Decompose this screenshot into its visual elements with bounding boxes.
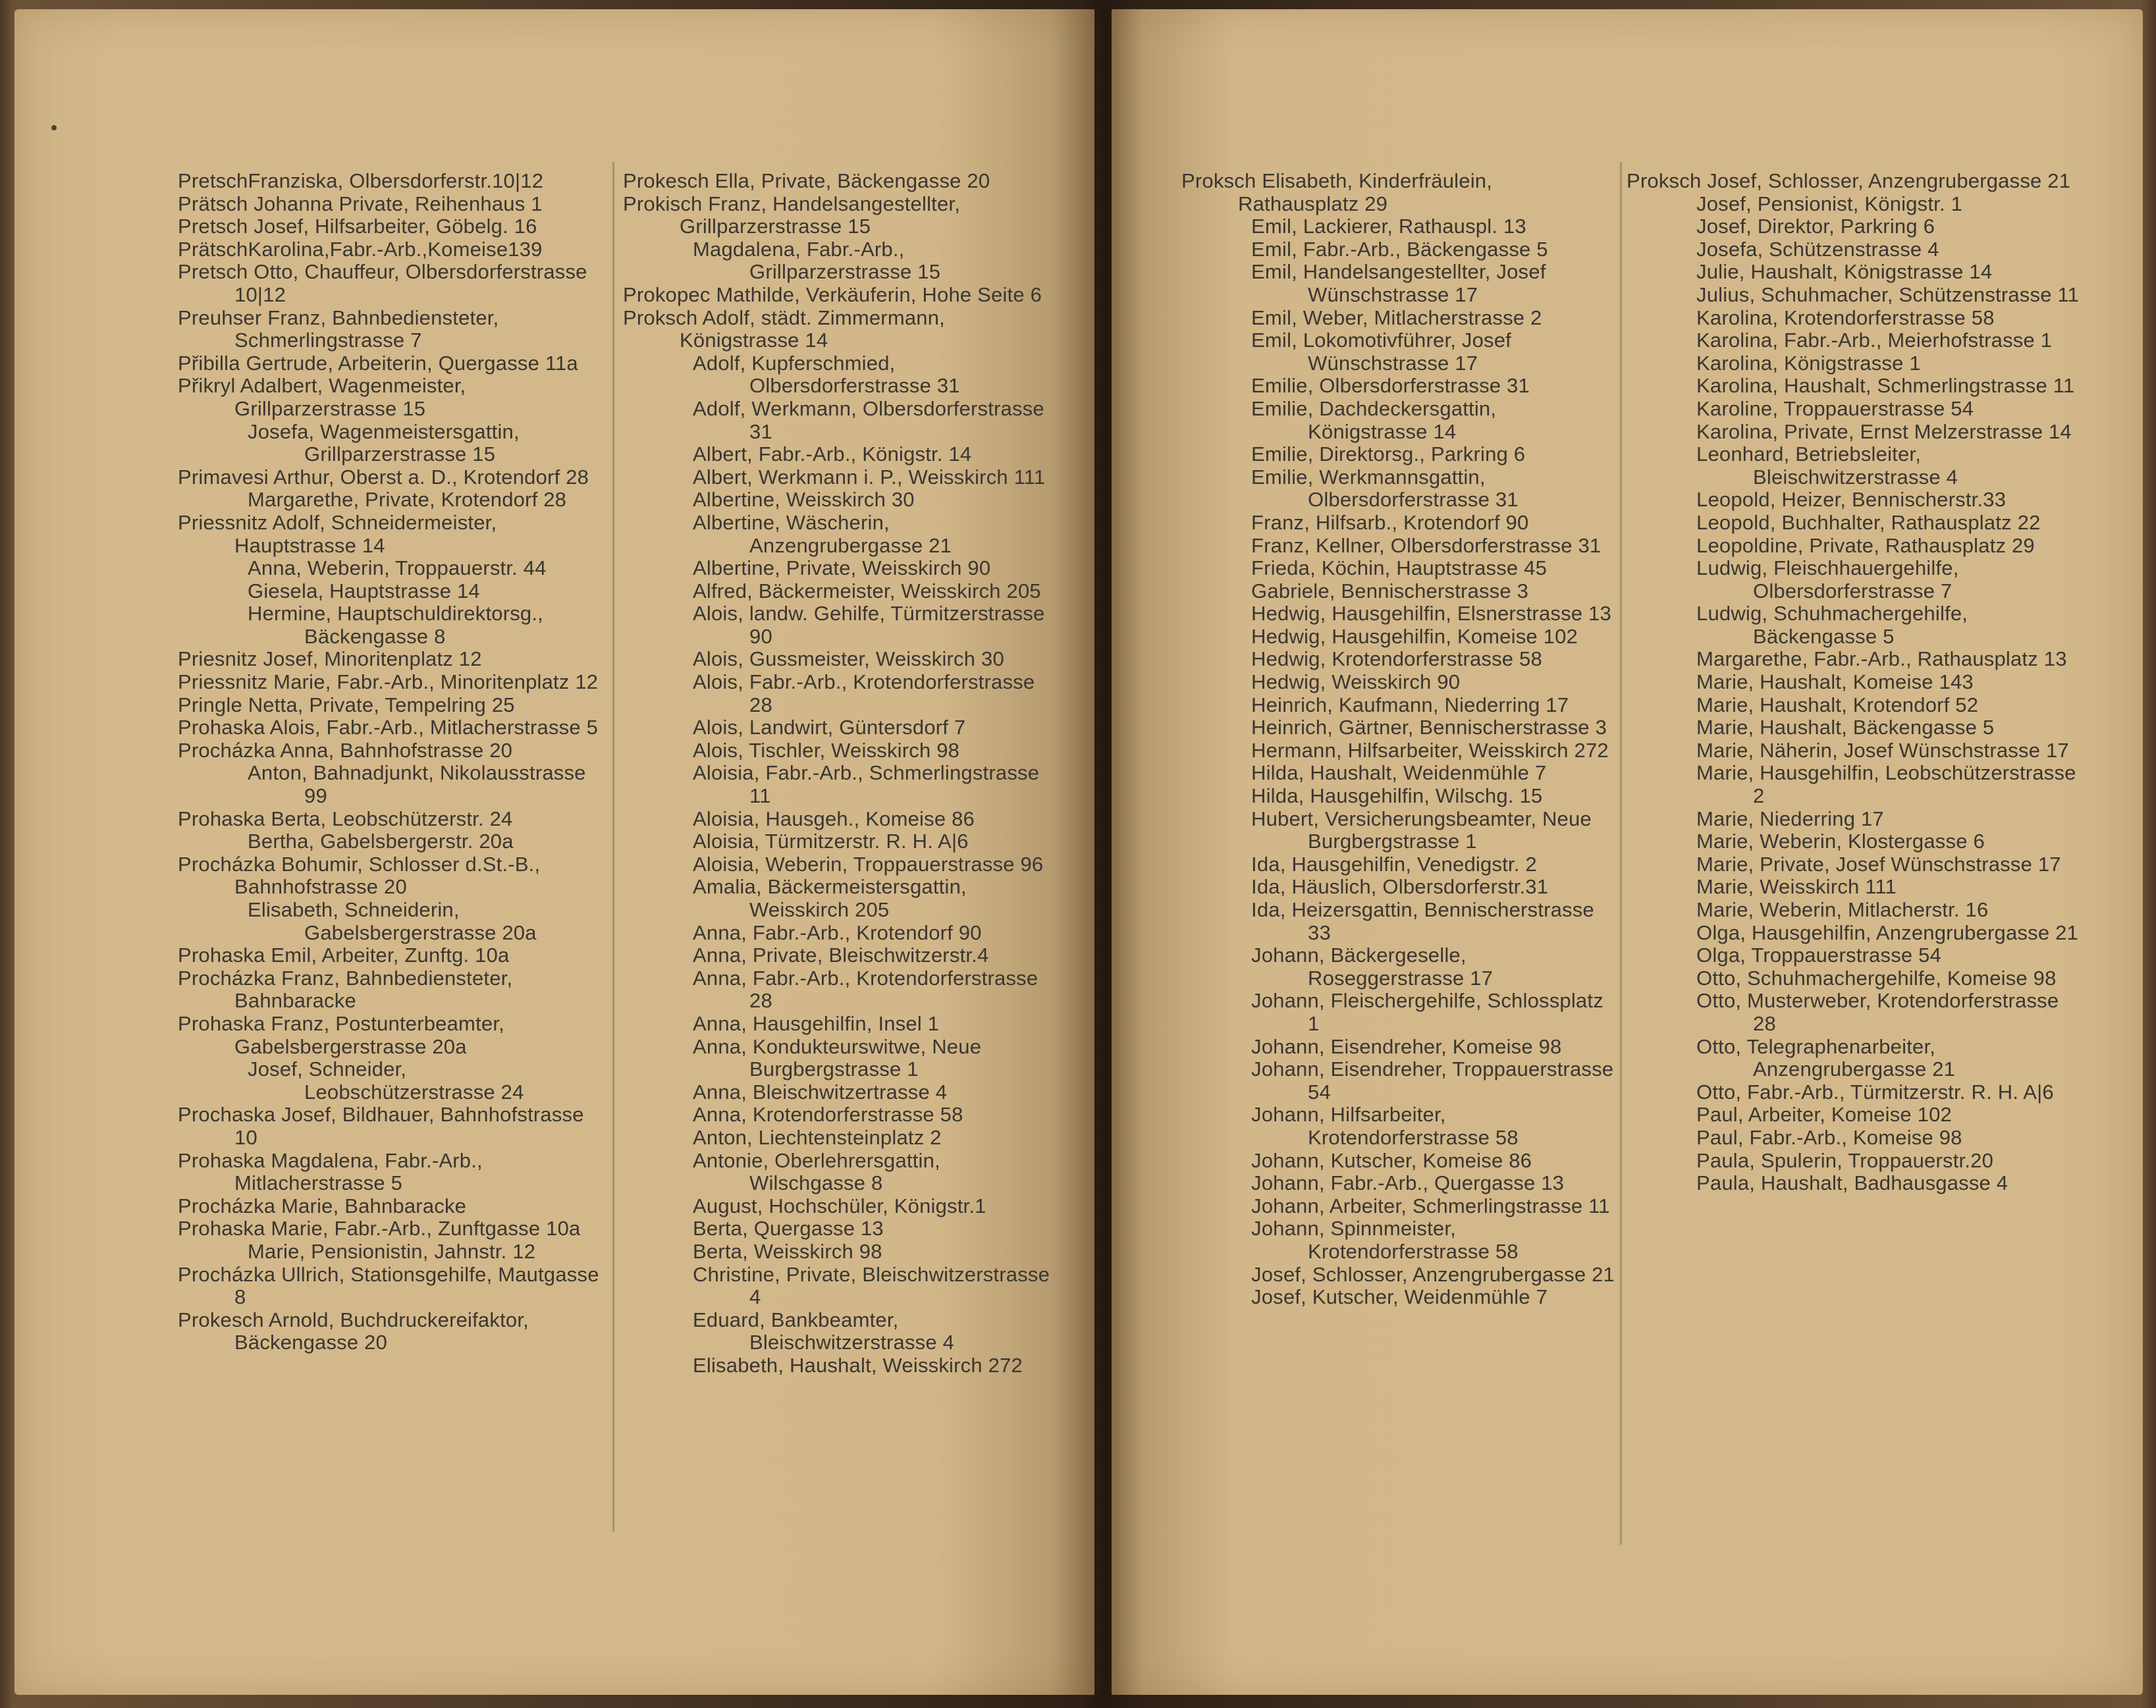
directory-entry: Hedwig, Hausgehilfin, Komeise 102 [1251, 624, 1578, 648]
directory-entry: Paul, Fabr.-Arb., Komeise 98 [1696, 1125, 1962, 1149]
directory-entry: Karolina, Private, Ernst Melzerstrasse 14 [1696, 419, 2072, 443]
directory-entry: Prokesch Arnold, Buchdruckereifaktor, Bäckengasse 20 [178, 1308, 529, 1354]
directory-entry: Emil, Lokomotivführer, Josef Wünschstrasse 17 [1251, 329, 1511, 375]
directory-entry: Olga, Troppauerstrasse 54 [1696, 944, 1942, 967]
directory-entry: Alois, Landwirt, Güntersdorf 7 [693, 716, 966, 739]
directory-entry: Pretsch Josef, Hilfsarbeiter, Göbelg. 16 [178, 215, 537, 238]
directory-entry: Pretsch Otto, Chauffeur, Olbersdorferstrasse 10|12 [178, 260, 587, 306]
directory-entry: Alois, Fabr.-Arb., Krotendorferstrasse 28 [693, 670, 1035, 716]
directory-entry: Alois, Gussmeister, Weisskirch 30 [693, 647, 1004, 671]
directory-entry: Hermann, Hilfsarbeiter, Weisskirch 272 [1251, 738, 1609, 762]
directory-entry: Přikryl Adalbert, Wagenmeister, Grillparzerstrasse 15 [178, 374, 466, 420]
directory-entry: Amalia, Bäckermeistersgattin, Weisskirch 205 [693, 875, 967, 921]
directory-entry: Marie, Weberin, Mitlacherstr. 16 [1696, 898, 1989, 921]
directory-entry: Paul, Arbeiter, Komeise 102 [1696, 1103, 1952, 1127]
directory-entry: Anna, Kondukteurswitwe, Neue Burgbergstrasse 1 [693, 1034, 982, 1081]
directory-entry: Anton, Liechtensteinplatz 2 [693, 1125, 942, 1149]
directory-entry: Přibilla Gertrude, Arbeiterin, Quergasse 11a [178, 351, 578, 375]
directory-entry: Leopold, Buchhalter, Rathausplatz 22 [1696, 510, 2041, 534]
directory-entry: Otto, Musterweber, Krotendorferstrasse 28 [1696, 989, 2059, 1035]
directory-entry: Otto, Fabr.-Arb., Türmitzerstr. R. H. A|6 [1696, 1080, 2054, 1104]
directory-entry: Adolf, Werkmann, Olbersdorferstrasse 31 [693, 396, 1044, 443]
directory-entry: Albertine, Weisskirch 30 [693, 488, 915, 512]
directory-entry: Procházka Marie, Bahnbaracke [178, 1194, 467, 1217]
directory-entry: Johann, Eisendreher, Troppauerstrasse 54 [1251, 1057, 1614, 1104]
directory-entry: Priessnitz Marie, Fabr.-Arb., Minoritenplatz 12 [178, 670, 599, 694]
directory-entry: Gabriele, Bennischerstrasse 3 [1251, 579, 1529, 602]
directory-entry: Marie, Haushalt, Komeise 143 [1696, 670, 1974, 694]
directory-entry: Emilie, Olbersdorferstrasse 31 [1251, 374, 1530, 398]
directory-entry: Anna, Hausgehilfin, Insel 1 [693, 1011, 940, 1035]
directory-entry: Anna, Weberin, Troppauerstr. 44 [248, 556, 547, 580]
directory-entry: Preuhser Franz, Bahnbediensteter, Schmerlingstrasse 7 [178, 306, 499, 352]
right-page-right-column [1627, 170, 2081, 1195]
directory-entry: Albertine, Wäscherin, Anzengrubergasse 21 [693, 510, 952, 557]
left-page-right-column [623, 170, 1051, 1377]
directory-entry: Ludwig, Fleischhauergehilfe, Olbersdorferstrasse 7 [1696, 556, 1959, 602]
directory-entry: Heinrich, Kaufmann, Niederring 17 [1251, 693, 1569, 716]
directory-entry: Prohaska Franz, Postunterbeamter, Gabelsbergerstrasse 20a [178, 1011, 504, 1058]
directory-entry: Karolina, Haushalt, Schmerlingstrasse 11 [1696, 374, 2075, 398]
directory-entry: Hedwig, Krotendorferstrasse 58 [1251, 647, 1542, 671]
directory-entry: Olga, Hausgehilfin, Anzengrubergasse 21 [1696, 921, 2078, 944]
directory-entry: Otto, Telegraphenarbeiter, Anzengrubergasse 21 [1696, 1034, 1956, 1081]
directory-entry: Alois, Tischler, Weisskirch 98 [693, 738, 960, 762]
directory-entry: Prohaska Berta, Leobschützerstr. 24 [178, 807, 513, 830]
directory-entry: Emil, Fabr.-Arb., Bäckengasse 5 [1251, 237, 1548, 261]
directory-entry: Josef, Schneider, Leobschützerstrasse 24 [248, 1057, 524, 1104]
directory-entry: Adolf, Kupferschmied, Olbersdorferstrasse 31 [693, 351, 960, 398]
directory-entry: Antonie, Oberlehrersgattin, Wilschgasse 8 [693, 1148, 940, 1195]
directory-entry: Aloisia, Türmitzerstr. R. H. A|6 [693, 830, 969, 853]
directory-entry: Paula, Haushalt, Badhausgasse 4 [1696, 1171, 2008, 1195]
directory-entry: Johann, Fleischergehilfe, Schlossplatz 1 [1251, 989, 1604, 1035]
directory-entry: Heinrich, Gärtner, Bennischerstrasse 3 [1251, 716, 1607, 739]
directory-entry: Marie, Private, Josef Wünschstrasse 17 [1696, 852, 2061, 876]
directory-entry: Emilie, Dachdeckersgattin, Königstrasse 14 [1251, 396, 1497, 443]
directory-entry: Giesela, Hauptstrasse 14 [248, 579, 480, 602]
directory-entry: Anton, Bahnadjunkt, Nikolausstrasse 99 [248, 761, 586, 808]
directory-entry: Leopold, Heizer, Bennischerstr.33 [1696, 488, 2007, 512]
directory-entry: Paula, Spulerin, Troppauerstr.20 [1696, 1148, 1994, 1172]
directory-entry: Margarethe, Private, Krotendorf 28 [248, 488, 567, 512]
ink-dot [51, 125, 57, 130]
directory-entry: Ludwig, Schuhmachergehilfe, Bäckengasse 5 [1696, 602, 1968, 648]
directory-entry: Johann, Eisendreher, Komeise 98 [1251, 1034, 1562, 1058]
directory-entry: Anna, Fabr.-Arb., Krotendorf 90 [693, 921, 982, 944]
directory-entry: Julie, Haushalt, Königstrasse 14 [1696, 260, 1993, 284]
directory-entry: Alois, landw. Gehilfe, Türmitzerstrasse 90 [693, 602, 1045, 648]
directory-entry: PrätschKarolina,Fabr.-Arb.,Komeise139 [178, 237, 543, 261]
directory-entry: Prätsch Johanna Private, Reihenhaus 1 [178, 192, 543, 215]
directory-entry: Karoline, Troppauerstrasse 54 [1696, 396, 1974, 420]
directory-entry: Josef, Schlosser, Anzengrubergasse 21 [1251, 1262, 1615, 1286]
directory-entry: Marie, Haushalt, Bäckengasse 5 [1696, 716, 1995, 739]
directory-entry: Alfred, Bäckermeister, Weisskirch 205 [693, 579, 1041, 602]
directory-entry: Christine, Private, Bleischwitzerstrasse 4 [693, 1262, 1050, 1309]
directory-entry: Albertine, Private, Weisskirch 90 [693, 556, 991, 580]
directory-entry: Procházka Franz, Bahnbediensteter, Bahnbaracke [178, 966, 513, 1013]
directory-entry: Proksch Adolf, städt. Zimmermann, Königstrasse 14 [623, 306, 945, 352]
directory-entry: Elisabeth, Schneiderin, Gabelsbergerstrasse 20a [248, 898, 537, 944]
directory-entry: Ida, Häuslich, Olbersdorferstr.31 [1251, 875, 1549, 899]
directory-entry: Pringle Netta, Private, Tempelring 25 [178, 693, 515, 716]
left-page [14, 9, 1094, 1695]
right-page [1112, 9, 2143, 1695]
directory-entry: Margarethe, Fabr.-Arb., Rathausplatz 13 [1696, 647, 2067, 671]
directory-entry: Johann, Hilfsarbeiter, Krotendorferstrasse 58 [1251, 1103, 1519, 1149]
directory-entry: Elisabeth, Haushalt, Weisskirch 272 [693, 1353, 1023, 1377]
directory-entry: Albert, Werkmann i. P., Weisskirch 111 [693, 465, 1046, 489]
directory-entry: Bertha, Gabelsbergerstr. 20a [248, 830, 514, 853]
directory-entry: Hermine, Hauptschuldirektorsg., Bäckengasse 8 [248, 602, 543, 648]
directory-entry: Karolina, Königstrasse 1 [1696, 351, 1921, 375]
directory-entry: Emil, Weber, Mitlacherstrasse 2 [1251, 306, 1542, 329]
directory-entry: Priesnitz Josef, Minoritenplatz 12 [178, 647, 482, 671]
directory-entry: Priessnitz Adolf, Schneidermeister, Hauptstrasse 14 [178, 510, 497, 557]
directory-entry: Franz, Kellner, Olbersdorferstrasse 31 [1251, 533, 1602, 557]
directory-entry: PretschFranziska, Olbersdorferstr.10|12 [178, 169, 544, 192]
directory-entry: Hedwig, Hausgehilfin, Elsnerstrasse 13 [1251, 602, 1611, 626]
directory-entry: Prohaska Marie, Fabr.-Arb., Zunftgasse 10a [178, 1217, 581, 1241]
directory-entry: Emil, Handelsangestellter, Josef Wünschstrasse 17 [1251, 260, 1546, 306]
column-divider-2 [1620, 162, 1622, 1545]
directory-entry: Josef, Kutscher, Weidenmühle 7 [1251, 1285, 1548, 1309]
directory-entry: Marie, Pensionistin, Jahnstr. 12 [248, 1239, 536, 1263]
directory-entry: Johann, Arbeiter, Schmerlingstrasse 11 [1251, 1194, 1610, 1217]
directory-entry: Procházka Bohumir, Schlosser d.St.-B., Bahnhofstrasse 20 [178, 852, 541, 899]
directory-entry: Josefa, Schützenstrasse 4 [1696, 237, 1939, 261]
directory-entry: Karolina, Fabr.-Arb., Meierhofstrasse 1 [1696, 329, 2053, 352]
directory-entry: Leopoldine, Private, Rathausplatz 29 [1696, 533, 2035, 557]
directory-entry: Josef, Direktor, Parkring 6 [1696, 215, 1935, 238]
directory-entry: Procházka Anna, Bahnhofstrasse 20 [178, 738, 513, 762]
directory-entry: Marie, Hausgehilfin, Leobschützerstrasse 2 [1696, 761, 2076, 808]
directory-entry: Karolina, Krotendorferstrasse 58 [1696, 306, 1995, 329]
directory-entry: Prokesch Ella, Private, Bäckengasse 20 [623, 169, 990, 192]
directory-entry: Prohaska Alois, Fabr.-Arb., Mitlacherstrasse 5 [178, 716, 599, 739]
directory-entry: Procházka Ullrich, Stationsgehilfe, Mautgasse 8 [178, 1262, 599, 1309]
directory-entry: Hubert, Versicherungsbeamter, Neue Burgbergstrasse 1 [1251, 807, 1592, 853]
directory-entry: Johann, Spinnmeister, Krotendorferstrasse 58 [1251, 1217, 1519, 1263]
directory-entry: Albert, Fabr.-Arb., Königstr. 14 [693, 442, 972, 466]
directory-entry: Prokisch Franz, Handelsangestellter, Grillparzerstrasse 15 [623, 192, 961, 238]
directory-entry: Josefa, Wagenmeistersgattin, Grillparzerstrasse 15 [248, 419, 520, 466]
directory-entry: Prohaska Emil, Arbeiter, Zunftg. 10a [178, 944, 510, 967]
directory-entry: Aloisia, Fabr.-Arb., Schmerlingstrasse 11 [693, 761, 1040, 808]
directory-entry: Berta, Weisskirch 98 [693, 1239, 882, 1263]
directory-entry: Emilie, Werkmannsgattin, Olbersdorferstrasse 31 [1251, 465, 1519, 512]
directory-entry: Proksch Elisabeth, Kinderfräulein, Rathausplatz 29 [1181, 169, 1493, 215]
directory-entry: Prochaska Josef, Bildhauer, Bahnhofstrasse 10 [178, 1103, 584, 1149]
directory-entry: Eduard, Bankbeamter, Bleischwitzerstrasse 4 [693, 1308, 955, 1354]
directory-entry: Josef, Pensionist, Königstr. 1 [1696, 192, 1963, 215]
directory-entry: Julius, Schuhmacher, Schützenstrasse 11 [1696, 282, 2080, 306]
directory-entry: Ida, Heizersgattin, Bennischerstrasse 33 [1251, 898, 1594, 944]
column-divider [612, 162, 614, 1532]
directory-entry: Anna, Fabr.-Arb., Krotendorferstrasse 28 [693, 966, 1038, 1013]
directory-entry: Otto, Schuhmachergehilfe, Komeise 98 [1696, 966, 2057, 990]
directory-entry: Frieda, Köchin, Hauptstrasse 45 [1251, 556, 1548, 580]
left-column [178, 170, 599, 1354]
directory-entry: Aloisia, Hausgeh., Komeise 86 [693, 807, 975, 830]
directory-entry: Proksch Josef, Schlosser, Anzengrubergasse 21 [1627, 169, 2071, 192]
directory-entry: Prokopec Mathilde, Verkäuferin, Hohe Seite 6 [623, 282, 1042, 306]
directory-entry: Marie, Weisskirch 111 [1696, 875, 1897, 899]
directory-entry: Berta, Quergasse 13 [693, 1217, 884, 1241]
directory-entry: Leonhard, Betriebsleiter, Bleischwitzerstrasse 4 [1696, 442, 1958, 489]
right-page-left-column [1181, 170, 1616, 1309]
directory-entry: Anna, Private, Bleischwitzerstr.4 [693, 944, 989, 967]
directory-entry: Hilda, Haushalt, Weidenmühle 7 [1251, 761, 1547, 785]
directory-entry: Aloisia, Weberin, Troppauerstrasse 96 [693, 852, 1044, 876]
directory-entry: Marie, Haushalt, Krotendorf 52 [1696, 693, 1979, 716]
directory-entry: Johann, Bäckergeselle, Roseggerstrasse 17 [1251, 944, 1494, 990]
directory-entry: Marie, Näherin, Josef Wünschstrasse 17 [1696, 738, 2069, 762]
directory-entry: Ida, Hausgehilfin, Venedigstr. 2 [1251, 852, 1537, 876]
directory-entry: Hilda, Hausgehilfin, Wilschg. 15 [1251, 784, 1543, 808]
directory-entry: Marie, Weberin, Klostergasse 6 [1696, 830, 1985, 853]
directory-entry: Prohaska Magdalena, Fabr.-Arb., Mitlacherstrasse 5 [178, 1148, 483, 1195]
directory-entry: Johann, Fabr.-Arb., Quergasse 13 [1251, 1171, 1565, 1195]
directory-entry: Magdalena, Fabr.-Arb., Grillparzerstrasse 15 [693, 237, 941, 284]
directory-entry: August, Hochschüler, Königstr.1 [693, 1194, 986, 1217]
directory-entry: Emil, Lackierer, Rathauspl. 13 [1251, 215, 1526, 238]
directory-entry: Hedwig, Weisskirch 90 [1251, 670, 1461, 694]
directory-entry: Marie, Niederring 17 [1696, 807, 1884, 830]
directory-entry: Anna, Bleischwitzertrasse 4 [693, 1080, 948, 1104]
directory-entry: Emilie, Direktorsg., Parkring 6 [1251, 442, 1526, 466]
directory-entry: Johann, Kutscher, Komeise 86 [1251, 1148, 1532, 1172]
directory-entry: Franz, Hilfsarb., Krotendorf 90 [1251, 510, 1529, 534]
directory-entry: Anna, Krotendorferstrasse 58 [693, 1103, 963, 1127]
directory-entry: Primavesi Arthur, Oberst a. D., Krotendorf 28 [178, 465, 589, 489]
